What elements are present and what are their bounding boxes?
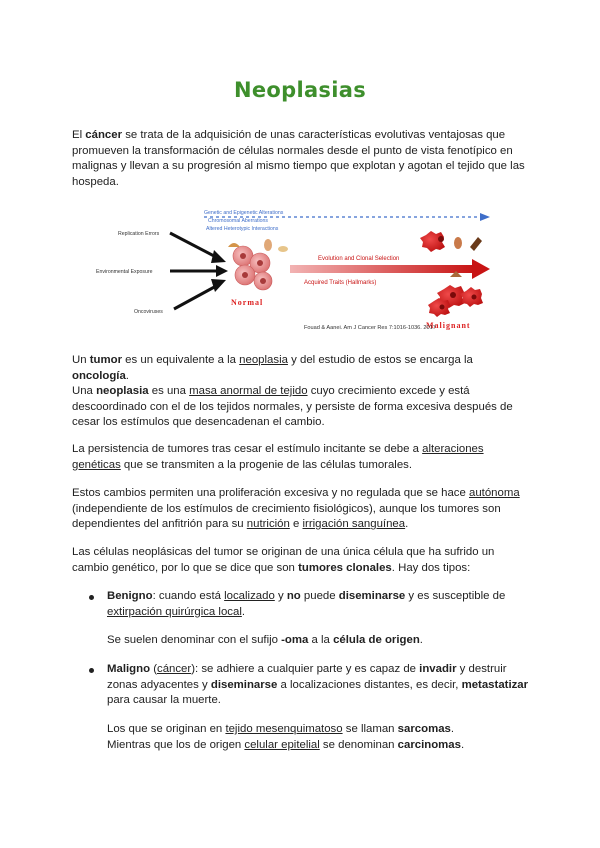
underlined-term: alteraciones genéticas	[72, 443, 484, 471]
cell-type-icon	[454, 237, 462, 249]
text-run: (	[150, 663, 157, 675]
bold-term: Maligno	[107, 663, 151, 675]
text-run: y destruir zonas adyacentes y	[107, 663, 507, 691]
arrow-label-traits: Acquired Traits (Hallmarks)	[304, 280, 377, 286]
clonales-paragraph	[72, 545, 530, 576]
underlined-term: masa anormal de tejido	[189, 385, 308, 397]
text-run: . Hay dos tipos:	[391, 561, 471, 574]
text-run: Mientras que los de origen	[107, 738, 245, 751]
bold-term: Benigno	[107, 590, 153, 602]
cell-type-icon	[228, 243, 240, 247]
arrow-label-chromosomal: Chromosomal Aberrations	[208, 218, 268, 224]
text-run: y es susceptible de	[405, 590, 506, 602]
text-run: Una	[72, 385, 97, 397]
neoplasia-paragraph	[72, 384, 530, 431]
text-run: Los que se originan en	[107, 723, 226, 735]
text-run: .	[460, 738, 465, 751]
text-run: se llaman	[342, 723, 398, 735]
text-run: .	[405, 518, 409, 531]
underlined-term: cáncer	[157, 663, 192, 675]
bold-term: neoplasia	[96, 385, 149, 397]
bold-term: carcinomas	[397, 738, 461, 751]
bold-term: oncología	[72, 369, 126, 382]
text-run: Estos cambios permiten una proliferación excesiva y no regulada que se hace	[72, 487, 469, 499]
text-run: (independiente de los estímulos de crecimiento fisiológicos), aunque los tumores son dependientes del anfitrión para su	[72, 502, 501, 531]
bold-term: diseminarse	[210, 678, 278, 691]
bold-term: cáncer	[85, 129, 123, 141]
label-normal: Normal	[231, 298, 264, 307]
cambios-paragraph	[72, 486, 530, 533]
text-run: Un	[72, 354, 90, 366]
text-run: .	[419, 634, 423, 646]
bold-term: tumor	[89, 354, 123, 366]
arrow-label-genetic: Genetic and Epigenetic Alterations	[204, 210, 284, 216]
text-run: La persistencia de tumores tras cesar el estímulo incitante se debe a	[72, 443, 423, 455]
bold-term: tumores clonales	[298, 561, 392, 574]
text-run: se trata de la adquisición de unas características evolutivas ventajosas que promueven la transformación de células normales desde el punto de vista fenotípico en malignas y llevan a su progresión al mismo tiempo que explotan y agotan el tejido que las hospeda.	[72, 129, 525, 188]
text-run: y	[274, 590, 287, 602]
underlined-term: autónoma	[469, 487, 520, 499]
bold-term: -oma	[281, 634, 309, 646]
text-run: .	[241, 605, 246, 618]
input-label-oncoviruses: Oncoviruses	[134, 309, 163, 315]
text-run: .	[450, 723, 455, 735]
arrow-label-evolution: Evolution and Clonal Selection	[318, 256, 400, 262]
bold-term: metastatizar	[461, 678, 529, 691]
text-run: e	[289, 518, 303, 531]
red-arrow-head	[472, 259, 490, 279]
underlined-term: nutrición	[246, 518, 290, 531]
underlined-term: irrigación sanguínea	[302, 518, 406, 531]
red-arrow-body	[290, 265, 474, 273]
text-run: a la	[308, 634, 334, 646]
dashed-arrow-head	[480, 213, 490, 221]
bold-term: sarcomas	[397, 723, 451, 735]
text-run: cuyo crecimiento excede y está descoordinado con el de los tejidos normales, y persiste de forma excesiva después de cesar los estímulos que desencadenan el cambio.	[72, 385, 513, 429]
input-label-environment: Environmental Exposure	[96, 269, 153, 275]
cell-type-icon	[264, 239, 272, 251]
underlined-term: extirpación quirúrgica local	[107, 605, 242, 618]
arrow-head	[211, 279, 226, 292]
page-title: Neoplasias	[233, 78, 366, 102]
text-run: Las células neoplásicas del tumor se originan de una única célula que ha sufrido un cambio genético, por lo que se dice que son	[72, 546, 495, 574]
text-run: ): se adhiere a cualquier parte y es capaz de	[191, 663, 420, 675]
tumor-paragraph	[72, 353, 530, 384]
text-run: : cuando está	[152, 590, 225, 602]
persistencia-paragraph	[72, 442, 530, 473]
underlined-term: celular epitelial	[244, 738, 320, 751]
text-run: se denominan	[319, 738, 398, 751]
text-run: .	[125, 369, 129, 382]
text-run: que se transmiten a la progenie de las células tumorales.	[120, 458, 413, 471]
benigno-item	[107, 589, 530, 620]
text-run: es una	[148, 385, 190, 397]
bullet-dot	[89, 595, 94, 600]
underlined-term: neoplasia	[239, 354, 288, 366]
bold-term: célula de origen	[333, 634, 420, 646]
cell-type-icon	[278, 246, 288, 252]
text-run: El	[72, 129, 86, 141]
maligno-subnote	[107, 722, 530, 753]
arrow-head	[216, 265, 228, 277]
benigno-subnote	[107, 633, 530, 649]
label-malignant: Malignant	[426, 321, 471, 330]
arrow-head	[211, 250, 226, 263]
underlined-term: tejido mesenquimatoso	[225, 723, 343, 735]
bold-term: invadir	[419, 663, 457, 675]
bold-term: no	[286, 590, 301, 602]
text-run: es un equivalente a la	[122, 354, 240, 366]
bold-term: diseminarse	[338, 590, 406, 602]
normal-cells-icon	[233, 246, 272, 290]
arrow-label-heterotypic: Altered Heterotypic Interactions	[206, 226, 279, 232]
text-run: para causar la muerte.	[107, 694, 221, 707]
figure-citation: Fouad & Aanei. Am J Cancer Res 7:1016-1036. 2017	[304, 325, 436, 331]
text-run: y del estudio de estos se encarga la	[287, 354, 473, 366]
cell-type-icon	[470, 237, 482, 251]
text-run: Se suelen denominar con el sufijo	[107, 634, 282, 646]
input-label-replication: Replication Errors	[118, 231, 160, 237]
maligno-item	[107, 662, 530, 709]
text-run: puede	[300, 590, 339, 602]
text-run: a localizaciones distantes, es decir,	[277, 678, 462, 691]
cancer-evolution-figure	[96, 205, 508, 333]
bullet-dot	[89, 668, 94, 673]
underlined-term: localizado	[224, 590, 275, 602]
input-arrows	[170, 233, 218, 309]
intro-paragraph	[72, 128, 530, 190]
